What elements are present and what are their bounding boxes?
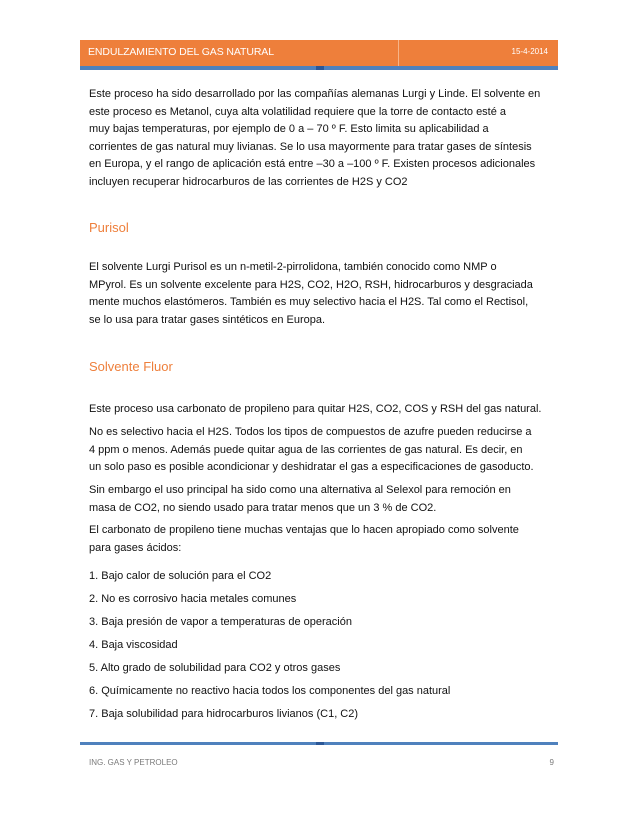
- advantages-list: [89, 565, 561, 726]
- list-item: 1. Bajo calor de solución para el CO2: [89, 570, 272, 582]
- header-rule-accent: [316, 66, 324, 70]
- text-line: incluyen recuperar hidrocarburos de las corrientes de H2S y CO2: [89, 175, 408, 188]
- rectisol-paragraph: [89, 86, 561, 191]
- text-line: 4 ppm o menos. Además puede quitar agua de las corrientes de gas natural. Es decir, en: [89, 443, 523, 456]
- header-divider: [398, 40, 399, 66]
- text-line: un solo paso es posible acondicionar y deshidratar el gas a especificaciones de gasoducto.: [89, 461, 534, 473]
- text-line: El solvente Lurgi Purisol es un n-metil-2-pirrolidona, también conocido como NMP o: [89, 261, 497, 273]
- fluor-paragraph-3: [89, 482, 561, 517]
- text-line: este proceso es Metanol, cuya alta volatilidad requiere que la torre de contacto esté a: [89, 105, 507, 118]
- text-line: No es selectivo hacia el H2S. Todos los tipos de compuestos de azufre pueden reducirse a: [89, 426, 532, 438]
- footer-label: ING. GAS Y PETROLEO: [89, 758, 178, 767]
- list-item: 7. Baja solubilidad para hidrocarburos livianos (C1, C2): [89, 708, 359, 720]
- text-line: Este proceso ha sido desarrollado por las compañías alemanas Lurgi y Linde. El solvente en: [89, 88, 541, 100]
- text-line: Este proceso usa carbonato de propileno para quitar H2S, CO2, COS y RSH del gas natural.: [89, 403, 542, 415]
- heading-solvente-fluor: Solvente Fluor: [89, 359, 173, 374]
- header-date: 15-4-2014: [511, 47, 548, 56]
- text-line: se lo usa para tratar gases sintéticos en Europa.: [89, 313, 326, 326]
- text-line: masa de CO2, no siendo usado para tratar menos que un 3 % de CO2.: [89, 501, 437, 514]
- text-line: corrientes de gas natural muy livianas. Se lo usa mayormente para tratar gases de síntesis: [89, 140, 532, 153]
- header-title: ENDULZAMIENTO DEL GAS NATURAL: [88, 46, 274, 58]
- text-line: muy bajas temperaturas, por ejemplo de 0 a – 70 º F. Esto limita su aplicabilidad a: [89, 123, 489, 135]
- text-line: Sin embargo el uso principal ha sido como una alternativa al Selexol para remoción en: [89, 484, 511, 496]
- text-line: mente muchos elastómeros. También es muy selectivo hacia el H2S. Tal como el Rectisol,: [89, 296, 529, 308]
- footer-rule-accent: [316, 742, 324, 745]
- fluor-paragraph-4: [89, 522, 561, 557]
- text-line: El carbonato de propileno tiene muchas ventajas que lo hacen apropiado como solvente: [89, 524, 519, 536]
- purisol-paragraph: [89, 259, 561, 329]
- list-item: 2. No es corrosivo hacia metales comunes: [89, 593, 297, 605]
- text-line: para gases ácidos:: [89, 541, 182, 554]
- fluor-paragraph-1: [89, 401, 561, 419]
- page-header: [80, 40, 558, 66]
- list-item: 6. Químicamente no reactivo hacia todos los componentes del gas natural: [89, 685, 451, 697]
- list-item: 3. Baja presión de vapor a temperaturas de operación: [89, 616, 352, 628]
- page-number: 9: [549, 758, 554, 767]
- text-line: en Europa, y el rango de aplicación está entre –30 a –100 º F. Existen procesos adicionales: [89, 158, 536, 170]
- text-line: MPyrol. Es un solvente excelente para H2S, CO2, H2O, RSH, hidrocarburos y desgraciada: [89, 278, 533, 291]
- list-item: 4. Baja viscosidad: [89, 639, 178, 651]
- heading-purisol: Purisol: [89, 220, 129, 235]
- list-item: 5. Alto grado de solubilidad para CO2 y otros gases: [89, 662, 341, 674]
- fluor-paragraph-2: [89, 424, 561, 477]
